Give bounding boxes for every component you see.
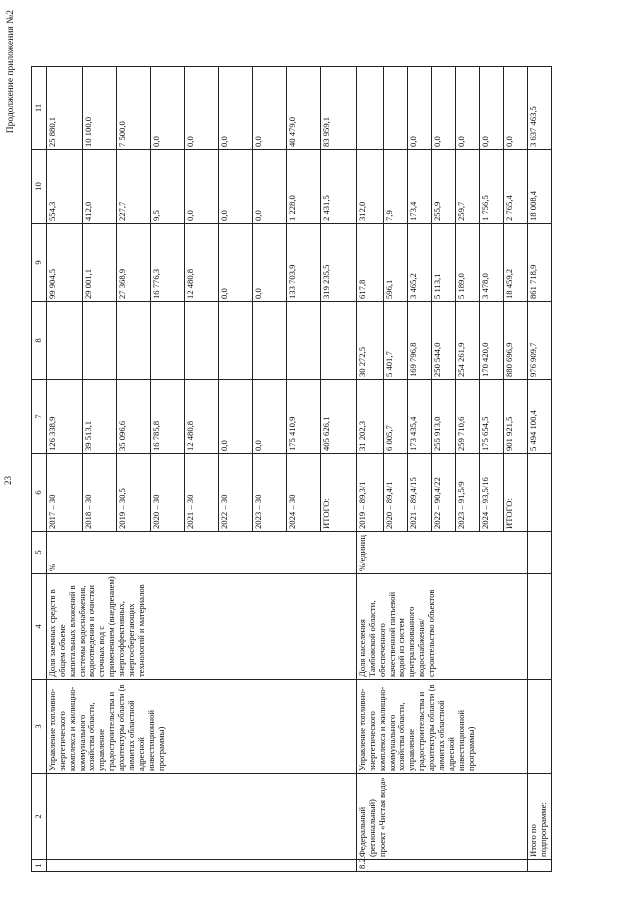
- amount-cell: 83 959,1: [320, 67, 356, 150]
- amount-cell: 175 410,9: [286, 380, 320, 454]
- cell-empty: [46, 860, 356, 872]
- amount-cell: 0,0: [503, 67, 527, 150]
- amount-cell: 1 756,5: [479, 150, 503, 224]
- amount-cell: 7 500,0: [116, 67, 150, 150]
- amount-cell: [150, 302, 184, 380]
- amount-cell: 0,0: [252, 380, 286, 454]
- amount-cell: 173 435,4: [407, 380, 431, 454]
- year-target-cell: 2022 – 30: [218, 454, 252, 532]
- cell-empty: [527, 680, 551, 774]
- amount-cell: [252, 302, 286, 380]
- amount-cell: 18 459,2: [503, 224, 527, 302]
- appendix-continuation-note: Продолжение приложения №2: [6, 10, 16, 134]
- total-amount-cell: 5 494 100,4: [527, 380, 551, 454]
- amount-cell: 31 202,3: [356, 380, 383, 454]
- amount-cell: 99 904,5: [46, 224, 82, 302]
- cell-empty: [527, 532, 551, 574]
- col-header-1: 1: [32, 860, 47, 872]
- amount-cell: 0,0: [184, 67, 218, 150]
- amount-cell: 0,0: [218, 224, 252, 302]
- amount-cell: 405 626,1: [320, 380, 356, 454]
- amount-cell: 0,0: [407, 67, 431, 150]
- indicator-cell: Доля населения Тамбовской области, обеспеченного качественной питьевой водой из систем централизованного водоснабжения/ строительство объектов: [356, 574, 527, 680]
- amount-cell: 39 513,1: [82, 380, 116, 454]
- amount-cell: [82, 302, 116, 380]
- amount-cell: 255,9: [431, 150, 455, 224]
- amount-cell: 259 710,6: [455, 380, 479, 454]
- amount-cell: 0,0: [252, 224, 286, 302]
- amount-cell: 0,0: [218, 150, 252, 224]
- total-amount-cell: 861 718,9: [527, 224, 551, 302]
- year-target-cell: 2023 – 91,5/9: [455, 454, 479, 532]
- amount-cell: 7,9: [383, 150, 407, 224]
- table-row: [46, 67, 82, 872]
- amount-cell: 12 480,8: [184, 380, 218, 454]
- year-target-cell: 2019 – 89,3/1: [356, 454, 383, 532]
- cell-empty: [46, 774, 356, 860]
- amount-cell: 2 431,5: [320, 150, 356, 224]
- year-target-cell: 2020 – 30: [150, 454, 184, 532]
- amount-cell: 0,0: [455, 67, 479, 150]
- amount-cell: [356, 67, 383, 150]
- amount-cell: [320, 302, 356, 380]
- row-number-cell: 8.2.: [356, 860, 527, 872]
- col-header-10: 10: [32, 150, 47, 224]
- amount-cell: 255 913,0: [431, 380, 455, 454]
- amount-cell: 0,0: [218, 67, 252, 150]
- amount-cell: 133 703,9: [286, 224, 320, 302]
- unit-cell: %: [46, 532, 356, 574]
- year-target-cell: 2019 – 30,5: [116, 454, 150, 532]
- amount-cell: 617,8: [356, 224, 383, 302]
- year-target-cell: 2021 – 30: [184, 454, 218, 532]
- amount-cell: 1 228,0: [286, 150, 320, 224]
- col-header-8: 8: [32, 302, 47, 380]
- responsible-executor-cell: Управление топливно-энергетического комплекса и жилищно-коммунального хозяйства области, управление градостроительства и архитектуры области (в лимитах областной адресной инвестиционной программы): [356, 680, 527, 774]
- indicator-cell: [46, 574, 356, 680]
- total-label-cell: Итого по подпрограмме:: [527, 774, 551, 860]
- amount-cell: 173,4: [407, 150, 431, 224]
- amount-cell: 901 921,5: [503, 380, 527, 454]
- year-target-cell: 2022 – 90,4/22: [431, 454, 455, 532]
- amount-cell: 3 478,0: [479, 224, 503, 302]
- amount-cell: 0,0: [252, 67, 286, 150]
- col-header-6: 6: [32, 454, 47, 532]
- amount-cell: 25 880,1: [46, 67, 82, 150]
- amount-cell: 0,0: [150, 67, 184, 150]
- amount-cell: 9,5: [150, 150, 184, 224]
- amount-cell: [116, 302, 150, 380]
- amount-cell: [218, 302, 252, 380]
- cell-empty: [527, 860, 551, 872]
- amount-cell: 12 480,8: [184, 224, 218, 302]
- amount-cell: 254 261,9: [455, 302, 479, 380]
- col-header-2: 2: [32, 774, 47, 860]
- amount-cell: 126 338,9: [46, 380, 82, 454]
- year-target-cell: ИТОГО:: [320, 454, 356, 532]
- table-row: [356, 67, 383, 872]
- amount-cell: 30 272,5: [356, 302, 383, 380]
- amount-cell: 0,0: [479, 67, 503, 150]
- amount-cell: 0,0: [431, 67, 455, 150]
- year-target-cell: 2021 – 89,4/15: [407, 454, 431, 532]
- amount-cell: 16 785,8: [150, 380, 184, 454]
- column-number-row: [32, 67, 47, 872]
- page-number: 23: [3, 476, 13, 485]
- indicator-text: Доля заемных средств в общем объеме капитальных вложений в системы водоснабжения, водоотведения и очистки сточных вод: [46, 585, 107, 677]
- col-header-11: 11: [32, 67, 47, 150]
- amount-cell: 2 765,4: [503, 150, 527, 224]
- year-target-cell: 2020 – 89,4/1: [383, 454, 407, 532]
- amount-cell: 27 368,9: [116, 224, 150, 302]
- year-target-cell: 2024 – 30: [286, 454, 320, 532]
- amount-cell: 319 235,5: [320, 224, 356, 302]
- amount-cell: 227,7: [116, 150, 150, 224]
- cell-empty: [527, 574, 551, 680]
- amount-cell: 6 005,7: [383, 380, 407, 454]
- amount-cell: 312,0: [356, 150, 383, 224]
- col-header-9: 9: [32, 224, 47, 302]
- amount-cell: 40 479,0: [286, 67, 320, 150]
- amount-cell: 250 544,0: [431, 302, 455, 380]
- amount-cell: 259,7: [455, 150, 479, 224]
- amount-cell: 170 420,0: [479, 302, 503, 380]
- col-header-7: 7: [32, 380, 47, 454]
- cell-empty: [527, 454, 551, 532]
- year-target-cell: 2017 – 30: [46, 454, 82, 532]
- amount-cell: 175 654,5: [479, 380, 503, 454]
- amount-cell: [383, 67, 407, 150]
- subprogram-total-row: [527, 67, 551, 872]
- amount-cell: 16 776,3: [150, 224, 184, 302]
- indicator-text-continued: с применением (внедрением) энергоэффективных, энергосберегающих технологий и материалов: [96, 576, 146, 677]
- total-amount-cell: 3 637 463,5: [527, 67, 551, 150]
- amount-cell: [46, 302, 82, 380]
- amount-cell: 5 401,7: [383, 302, 407, 380]
- amount-cell: 5 113,1: [431, 224, 455, 302]
- amount-cell: 3 465,2: [407, 224, 431, 302]
- amount-cell: 596,1: [383, 224, 407, 302]
- col-header-5: 5: [32, 532, 47, 574]
- amount-cell: 0,0: [184, 150, 218, 224]
- program-financing-table: [31, 66, 552, 872]
- year-target-cell: ИТОГО:: [503, 454, 527, 532]
- year-target-cell: 2018 – 30: [82, 454, 116, 532]
- amount-cell: 0,0: [252, 150, 286, 224]
- total-amount-cell: 18 008,4: [527, 150, 551, 224]
- unit-cell: %/единиц: [356, 532, 527, 574]
- year-target-cell: 2024 – 93,5/16: [479, 454, 503, 532]
- event-name-cell: Федеральный (региональный) проект «Чистая вода»: [356, 774, 527, 860]
- amount-cell: 169 796,8: [407, 302, 431, 380]
- amount-cell: 10 100,0: [82, 67, 116, 150]
- amount-cell: [184, 302, 218, 380]
- total-amount-cell: 976 909,7: [527, 302, 551, 380]
- amount-cell: [286, 302, 320, 380]
- amount-cell: 554,3: [46, 150, 82, 224]
- amount-cell: 29 001,1: [82, 224, 116, 302]
- responsible-executor-cell: Управление топливно-энергетического комплекса и жилищно-коммунального хозяйства области, управление градостроительства и архитектуры области (в лимитах областной адресной инвестиционной программы): [46, 680, 356, 774]
- col-header-4: 4: [32, 574, 47, 680]
- amount-cell: 880 696,9: [503, 302, 527, 380]
- amount-cell: 5 189,0: [455, 224, 479, 302]
- amount-cell: 0,0: [218, 380, 252, 454]
- year-target-cell: 2023 – 30: [252, 454, 286, 532]
- amount-cell: 412,0: [82, 150, 116, 224]
- amount-cell: 35 096,6: [116, 380, 150, 454]
- col-header-3: 3: [32, 680, 47, 774]
